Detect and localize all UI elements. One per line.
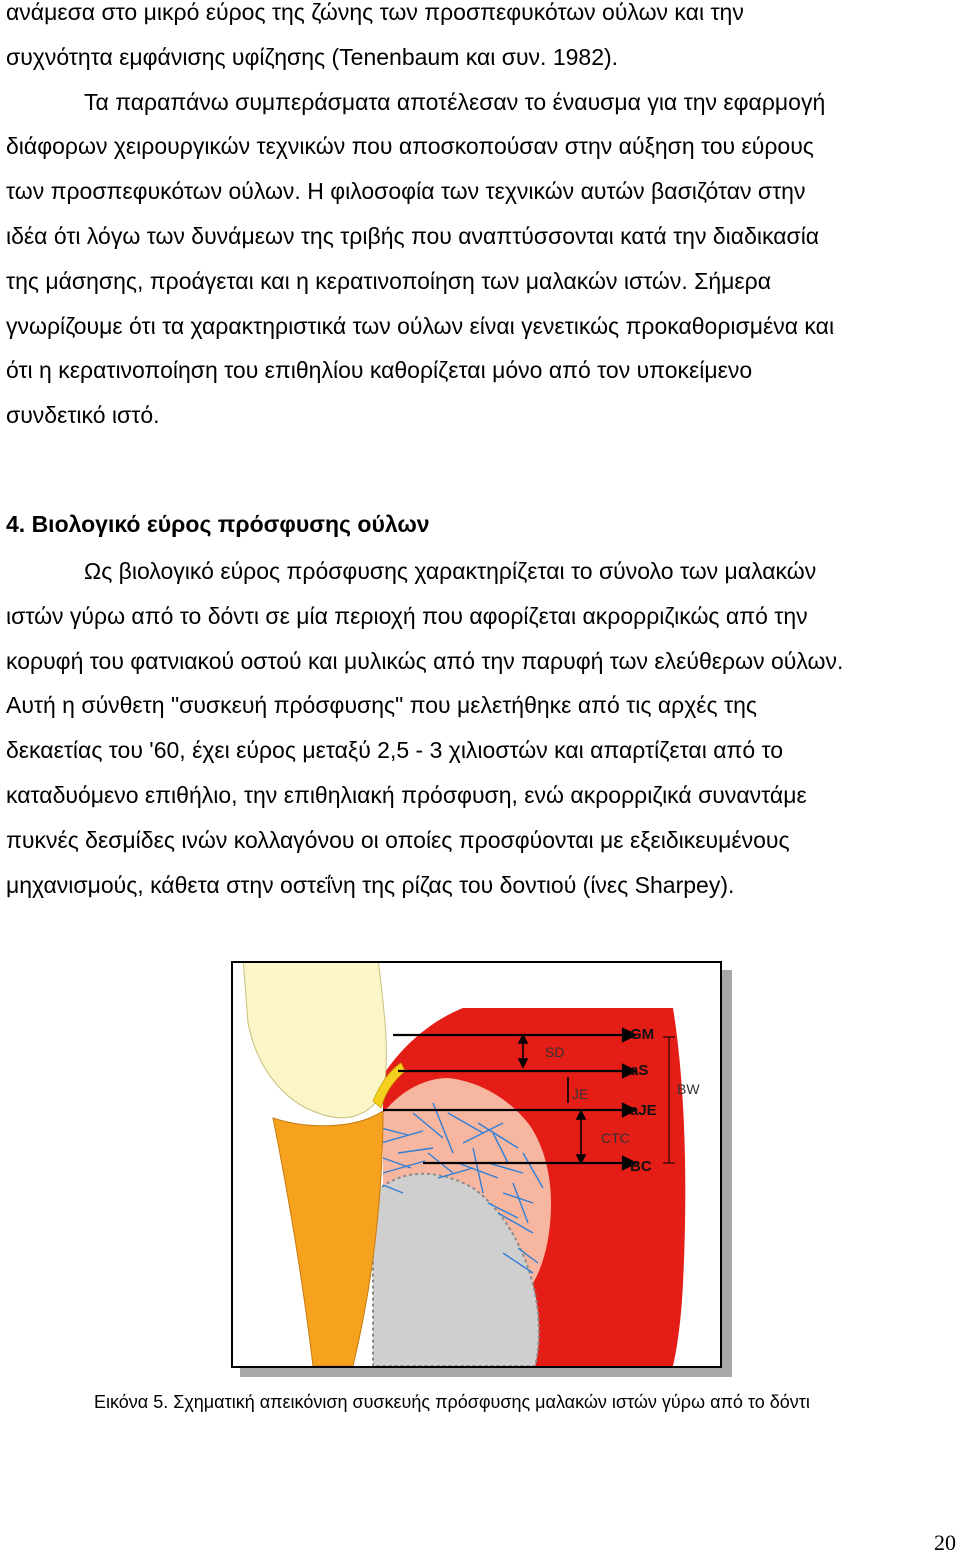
label-aje: aJE bbox=[630, 1102, 657, 1119]
text-line: συνδετικό ιστό. bbox=[6, 402, 160, 429]
label-gm: GM bbox=[630, 1026, 655, 1043]
tooth-crown-shape bbox=[243, 963, 386, 1118]
figure-caption: Εικόνα 5. Σχηματική απεικόνιση συσκευής πρόσφυσης μαλακών ιστών γύρω από το δόντι bbox=[94, 1392, 810, 1412]
label-ctc: CTC bbox=[601, 1130, 630, 1146]
label-as: aS bbox=[630, 1062, 649, 1079]
text-line: συχνότητα εμφάνισης υφίζησης (Tenenbaum και συν. 1982). bbox=[6, 43, 619, 70]
label-bc: BC bbox=[630, 1158, 652, 1175]
text-line: Ως βιολογικό εύρος πρόσφυσης χαρακτηρίζεται το σύνολο των μαλακών bbox=[84, 558, 817, 584]
label-bw: BW bbox=[677, 1081, 700, 1097]
text-line: της μάσησης, προάγεται και η κερατινοποίηση των μαλακών ιστών. Σήμερα bbox=[6, 267, 772, 294]
body-paragraph-1 bbox=[6, 0, 957, 438]
section-heading: 4. Βιολογικό εύρος πρόσφυσης ούλων bbox=[6, 511, 430, 537]
tooth-diagram-svg bbox=[233, 963, 720, 1366]
page-number: 20 bbox=[934, 1530, 956, 1555]
text-line: διάφορων χειρουργικών τεχνικών που αποσκοπούσαν στην αύξηση του εύρους bbox=[6, 133, 814, 160]
text-line: δεκαετίας του '60, έχει εύρος μεταξύ 2,5 - 3 χιλιοστών και απαρτίζεται από το bbox=[6, 737, 784, 764]
text-line: κορυφή του φατνιακού οστού και μυλικώς από την παρυφή των ελεύθερων ούλων. bbox=[6, 647, 844, 674]
text-line: καταδυόμενο επιθήλιο, την επιθηλιακή πρόσφυση, ενώ ακρορριζικά συναντάμε bbox=[6, 781, 807, 808]
label-je: JE bbox=[572, 1086, 589, 1102]
text-line: πυκνές δεσμίδες ινών κολλαγόνου οι οποίες προσφύονται με εξειδικευμένους bbox=[6, 826, 790, 853]
text-line: ότι η κερατινοποίηση του επιθηλίου καθορίζεται μόνο από τον υποκείμενο bbox=[6, 357, 753, 384]
text-line: γνωρίζουμε ότι τα χαρακτηριστικά των ούλων είναι γενετικώς προκαθορισμένα και bbox=[6, 312, 835, 339]
text-line: Αυτή η σύνθετη "συσκευή πρόσφυσης" που μελετήθηκε από τις αρχές της bbox=[6, 692, 757, 719]
text-line: ιδέα ότι λόγω των δυνάμεων της τριβής που αναπτύσσονται κατά την διαδικασία bbox=[6, 222, 820, 249]
label-sd: SD bbox=[545, 1044, 565, 1060]
text-line: των προσπεφυκότων ούλων. Η φιλοσοφία των τεχνικών αυτών βασιζόταν στην bbox=[6, 178, 806, 205]
text-line: ιστών γύρω από το δόντι σε μία περιοχή που αφορίζεται ακρορριζικώς από την bbox=[6, 602, 808, 629]
tooth-root-shape bbox=[273, 1111, 383, 1366]
body-paragraph-2 bbox=[6, 549, 957, 907]
text-line: μηχανισμούς, κάθετα στην οστεΐνη της ρίζας του δοντιού (ίνες Sharpey). bbox=[6, 871, 735, 898]
text-line: ανάμεσα στο μικρό εύρος της ζώνης των προσπεφυκότων ούλων και την bbox=[6, 0, 744, 25]
text-line: Τα παραπάνω συμπεράσματα αποτέλεσαν το έναυσμα για την εφαρμογή bbox=[84, 88, 826, 115]
figure-biologic-width-diagram bbox=[231, 961, 722, 1368]
